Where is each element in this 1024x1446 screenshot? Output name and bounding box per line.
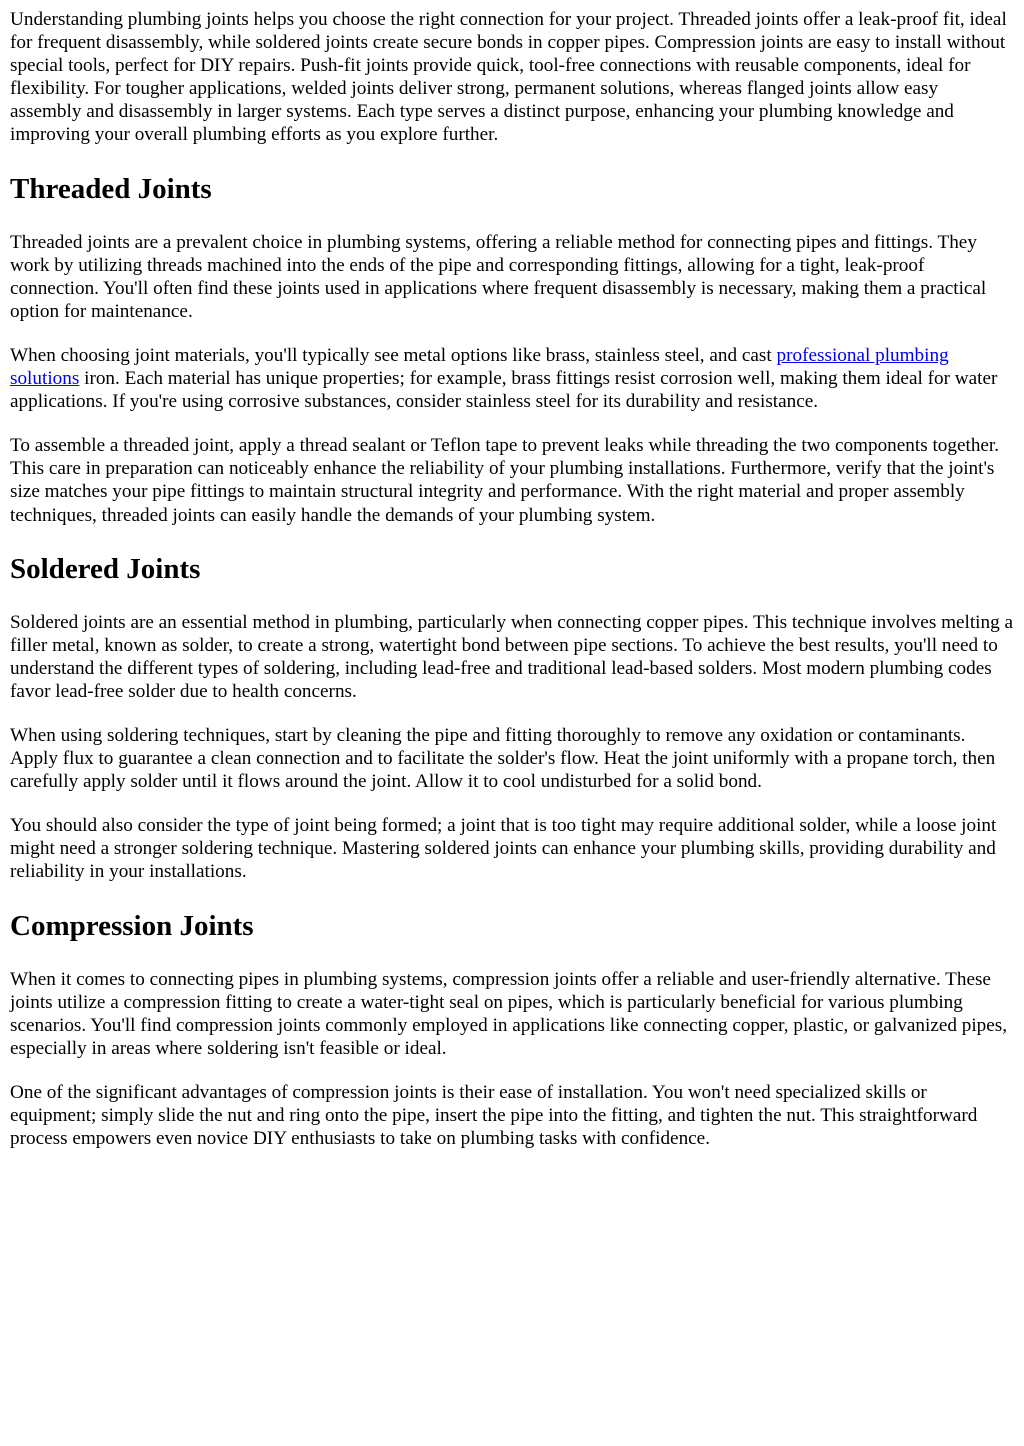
soldered-paragraph-2: When using soldering techniques, start by cleaning the pipe and fitting thoroughly to remove any oxidation or contaminants. Apply flux to guarantee a clean connection and to facilitate the solder's flow. Heat the joint uniformly with a propane torch, then carefully apply solder until it flows around the joint. Allow it to cool undisturbed for a solid bond. xyxy=(10,724,996,793)
article xyxy=(10,8,1014,1150)
threaded-paragraph-2-start: When choosing joint materials, you'll typically see metal options like brass, stainless steel, and cast xyxy=(10,344,777,366)
section-soldered-joints xyxy=(10,552,1014,884)
threaded-paragraph-2 xyxy=(10,344,1014,413)
heading-compression-joints: Compression Joints xyxy=(10,909,254,942)
intro-paragraph: Understanding plumbing joints helps you choose the right connection for your project. Threaded joints offer a leak-proof fit, ideal for frequent disassembly, while soldered joints create secure bonds in copper pipes. Compression joints are easy to install without special tools, perfect for DIY repairs. Push-fit joints provide quick, tool-free connections with reusable components, ideal for flexibility. For tougher applications, welded joints deliver strong, permanent solutions, whereas flanged joints allow easy assembly and disassembly in larger systems. Each type serves a distinct purpose, enhancing your plumbing knowledge and improving your overall plumbing efforts as you explore further. xyxy=(10,9,1007,146)
soldered-paragraph-1: Soldered joints are an essential method in plumbing, particularly when connecting copper pipes. This technique involves melting a filler metal, known as solder, to create a strong, watertight bond between pipe sections. To achieve the best results, you'll need to understand the different types of soldering, including lead-free and traditional lead-based solders. Most modern plumbing codes favor lead-free solder due to health concerns. xyxy=(10,611,1014,702)
heading-threaded-joints: Threaded Joints xyxy=(10,172,212,205)
heading-soldered-joints: Soldered Joints xyxy=(10,552,201,585)
soldered-paragraph-3: You should also consider the type of joint being formed; a joint that is too tight may require additional solder, while a loose joint might need a stronger soldering technique. Mastering soldered joints can enhance your plumbing skills, providing durability and reliability in your installations. xyxy=(10,815,997,883)
threaded-paragraph-2-end: iron. Each material has unique properties; for example, brass fittings resist corrosion well, making them ideal for water applications. If you're using corrosive substances, consider stainless steel for its durability and resistance. xyxy=(10,368,998,413)
section-threaded-joints xyxy=(10,172,1014,527)
compression-paragraph-1: When it comes to connecting pipes in plumbing systems, compression joints offer a reliable and user-friendly alternative. These joints utilize a compression fitting to create a water-tight seal on pipes, which is particularly beneficial for various plumbing scenarios. You'll find compression joints commonly employed in applications like connecting copper, plastic, or galvanized pipes, especially in areas where soldering isn't feasible or ideal. xyxy=(10,968,1008,1059)
section-compression-joints xyxy=(10,909,1014,1151)
threaded-paragraph-1: Threaded joints are a prevalent choice in plumbing systems, offering a reliable method for connecting pipes and fittings. They work by utilizing threads machined into the ends of the pipe and corresponding fittings, allowing for a tight, leak-proof connection. You'll often find these joints used in applications where frequent disassembly is necessary, making them a practical option for maintenance. xyxy=(10,231,987,322)
compression-paragraph-2: One of the significant advantages of compression joints is their ease of installation. You won't need specialized skills or equipment; simply slide the nut and ring onto the pipe, insert the pipe into the fitting, and tighten the nut. This straightforward process empowers even novice DIY enthusiasts to take on plumbing tasks with confidence. xyxy=(10,1081,978,1150)
professional-plumbing-solutions-link[interactable]: professional plumbing solutions xyxy=(10,344,949,390)
threaded-paragraph-3: To assemble a threaded joint, apply a thread sealant or Teflon tape to prevent leaks while threading the two components together. This care in preparation can noticeably enhance the reliability of your plumbing installations. Furthermore, verify that the joint's size matches your pipe fittings to maintain structural integrity and performance. With the right material and proper assembly techniques, threaded joints can easily handle the demands of your plumbing system. xyxy=(10,435,1000,526)
